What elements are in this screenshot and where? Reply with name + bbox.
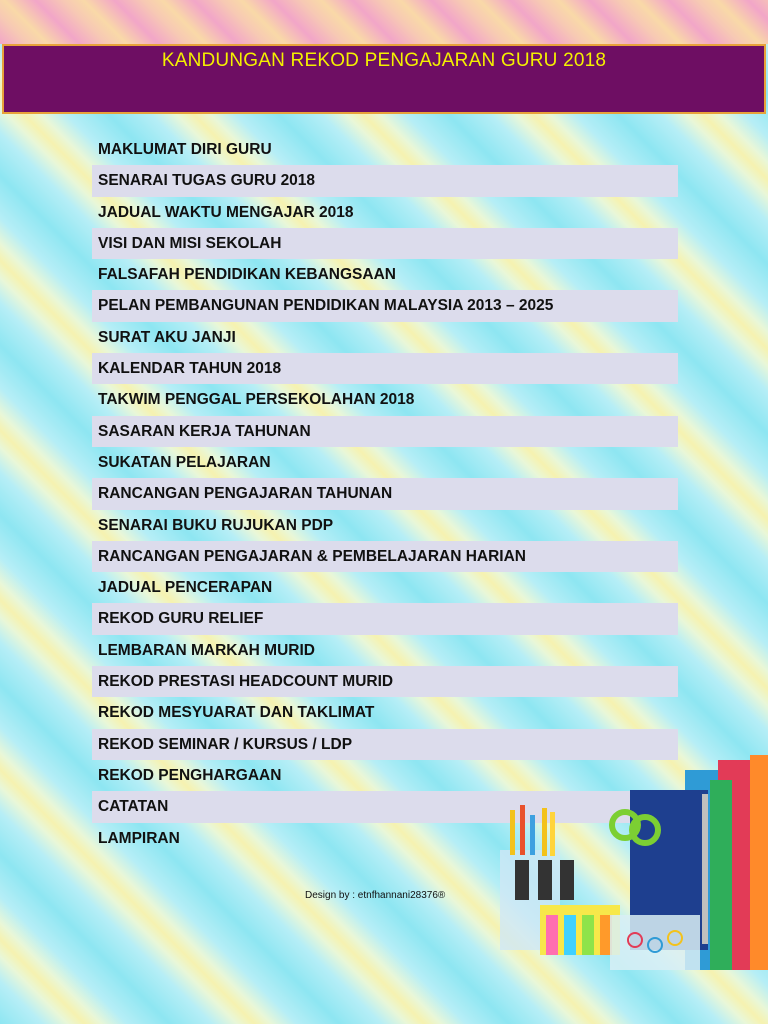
page-title: KANDUNGAN REKOD PENGAJARAN GURU 2018 (161, 50, 607, 71)
contents-item: REKOD PRESTASI HEADCOUNT MURID (92, 666, 678, 697)
book-green (710, 780, 732, 970)
contents-item: REKOD GURU RELIEF (92, 603, 678, 634)
contents-item: VISI DAN MISI SEKOLAH (92, 228, 678, 259)
contents-item: KALENDAR TAHUN 2018 (92, 353, 678, 384)
contents-item: TAKWIM PENGGAL PERSEKOLAHAN 2018 (98, 391, 415, 409)
contents-item: LEMBARAN MARKAH MURID (98, 641, 315, 659)
book-orange (750, 755, 768, 970)
contents-item: SUKATAN PELAJARAN (98, 453, 271, 471)
school-supplies-illustration (480, 750, 768, 980)
paperclip-box (610, 915, 700, 970)
contents-item: SENARAI TUGAS GURU 2018 (92, 165, 678, 196)
contents-item: JADUAL WAKTU MENGAJAR 2018 (98, 203, 354, 221)
notebook-spiral (702, 794, 708, 944)
decorative-top-strip (0, 0, 768, 44)
contents-item: LAMPIRAN (98, 829, 180, 847)
contents-item: CATATAN (92, 791, 678, 822)
contents-item: SENARAI BUKU RUJUKAN PDP (98, 516, 334, 534)
contents-item: SURAT AKU JANJI (98, 328, 236, 346)
contents-item: MAKLUMAT DIRI GURU (98, 141, 272, 158)
design-credit: Design by : etnfhannani28376® (305, 890, 446, 901)
contents-item: FALSAFAH PENDIDIKAN KEBANGSAAN (98, 266, 396, 284)
contents-item: REKOD MESYUARAT DAN TAKLIMAT (98, 704, 375, 722)
contents-item: SASARAN KERJA TAHUNAN (92, 416, 678, 447)
contents-item: RANCANGAN PENGAJARAN TAHUNAN (92, 478, 678, 509)
contents-item: PELAN PEMBANGUNAN PENDIDIKAN MALAYSIA 2013 – 2025 (92, 290, 678, 321)
contents-list (92, 134, 678, 854)
contents-item: JADUAL PENCERAPAN (98, 579, 273, 597)
contents-item: REKOD PENGHARGAAN (98, 766, 282, 784)
contents-item: RANCANGAN PENGAJARAN & PEMBELAJARAN HARIAN (92, 541, 678, 572)
marker-icon (515, 860, 529, 900)
contents-item: REKOD SEMINAR / KURSUS / LDP (92, 729, 678, 760)
